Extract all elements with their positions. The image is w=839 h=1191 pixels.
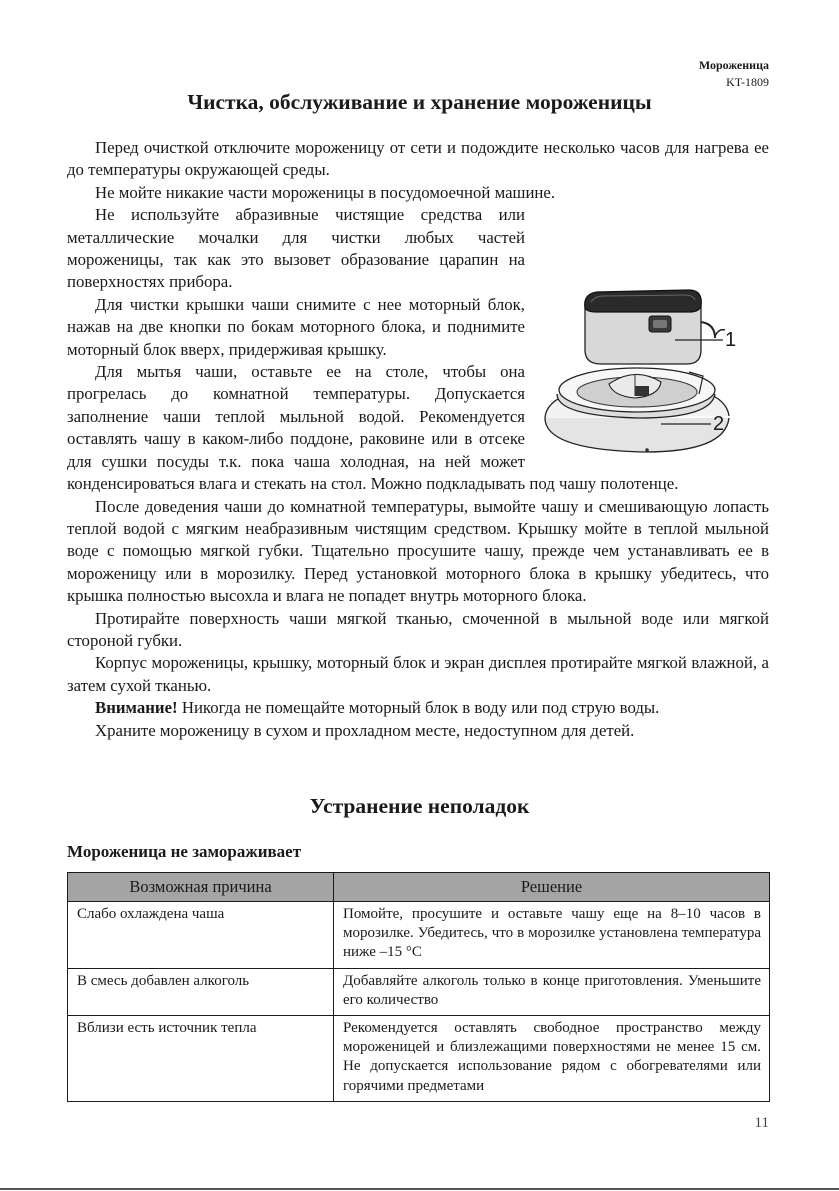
paragraph: Корпус мороженицы, крышку, моторный блок и экран дисплея протирайте мягкой влажной, а затем сухой тканью.	[67, 653, 769, 695]
paragraph: Для мытья чаши, оставьте ее на столе, чтобы она прогрелась до комнатной температуры. Допускается заполнение чаши теплой мыльной водой. Рекомендуется оставлять чашу в каком-либо поддоне, раковине или в отсеке для сушки посуды т.к. пока чаша холодная, на ней может конденсироваться влага и стекать на стол. Можно подкладывать под чашу полотенце.	[67, 362, 679, 494]
paragraph: Протирайте поверхность чаши мягкой тканью, смоченной в мыльной воде или мягкой стороной губки.	[67, 608, 769, 650]
header-solution: Решение	[334, 873, 770, 902]
paragraph: Для чистки крышки чаши снимите с нее моторный блок, нажав на две кнопки по бокам моторного блока, и поднимите моторный блок вверх, придерживая крышку.	[67, 294, 525, 359]
table-row	[68, 902, 770, 969]
paragraph: Не используйте абразивные чистящие средства или металлические мочалки для чистки любых частей мороженицы, так как это вызовет образование царапин на поверхностях прибора.	[67, 205, 525, 292]
motor-block-illustration	[585, 290, 736, 364]
cause-cell: В смесь добавлен алкоголь	[68, 968, 334, 1015]
paragraph: После доведения чаши до комнатной температуры, вымойте чашу и смешивающую лопасть теплой водой с мягким неабразивным чистящим средством. Крышку мойте в теплой мыльной воде с помощью мягкой губки. Тщательно просушите чашу, прежде чем устанавливать ее в мороженицу или в морозилку. Перед установкой моторного блока в крышку убедитесь, что крышка полностью высохла и влага не попадет внутрь моторного блока.	[67, 496, 769, 606]
page-header	[699, 57, 769, 91]
header-cause: Возможная причина	[68, 873, 334, 902]
table-row	[68, 968, 770, 1015]
problem-subtitle: Мороженица не замораживает	[67, 842, 302, 861]
bottom-rule	[0, 1188, 839, 1190]
header-model: KT-1809	[726, 75, 769, 89]
ice-cream-maker-figure	[539, 266, 769, 460]
ice-cream-maker-diagram	[539, 266, 769, 460]
figure-label-2: 2	[713, 413, 725, 436]
header-brand: Мороженица	[698, 58, 769, 72]
solution-cell: Помойте, просушите и оставьте чашу еще на 8–10 часов в морозилке. Убедитесь, что в морозилке установлена температура ниже –15 °С	[334, 902, 770, 969]
cause-cell: Слабо охлаждена чаша	[68, 902, 334, 969]
paragraph: Не мойте никакие части мороженицы в посудомоечной машине.	[95, 182, 556, 202]
solution-cell: Добавляйте алкоголь только в конце приготовления. Уменьшите его количество	[334, 968, 770, 1015]
table-header-row	[68, 873, 770, 902]
table-row	[68, 1016, 770, 1102]
warning-text: Никогда не помещайте моторный блок в воду или под струю воды.	[177, 698, 660, 718]
warning-paragraph	[67, 697, 769, 719]
cleaning-text	[67, 137, 769, 742]
page-number: 11	[754, 1115, 769, 1131]
cause-cell: Вблизи есть источник тепла	[68, 1016, 334, 1102]
warning-label: Внимание!	[95, 698, 178, 718]
troubleshooting-table	[67, 872, 770, 1102]
figure-label-1: 1	[725, 329, 737, 352]
paragraph: Храните мороженицу в сухом и прохладном месте, недоступном для детей.	[95, 720, 635, 740]
section-title-troubleshooting: Устранение неполадок	[309, 794, 530, 818]
solution-cell: Рекомендуется оставлять свободное пространство между мороженицей и близлежащими поверхностями не менее 15 см. Не допускается использование рядом с обогревателями или горячими предметами	[334, 1016, 770, 1102]
bowl-illustration	[545, 368, 729, 452]
paragraph: Перед очисткой отключите мороженицу от сети и подождите несколько часов для нагрева ее до температуры окружающей среды.	[67, 138, 769, 180]
section-title-cleaning: Чистка, обслуживание и хранение мороженицы	[187, 90, 652, 114]
